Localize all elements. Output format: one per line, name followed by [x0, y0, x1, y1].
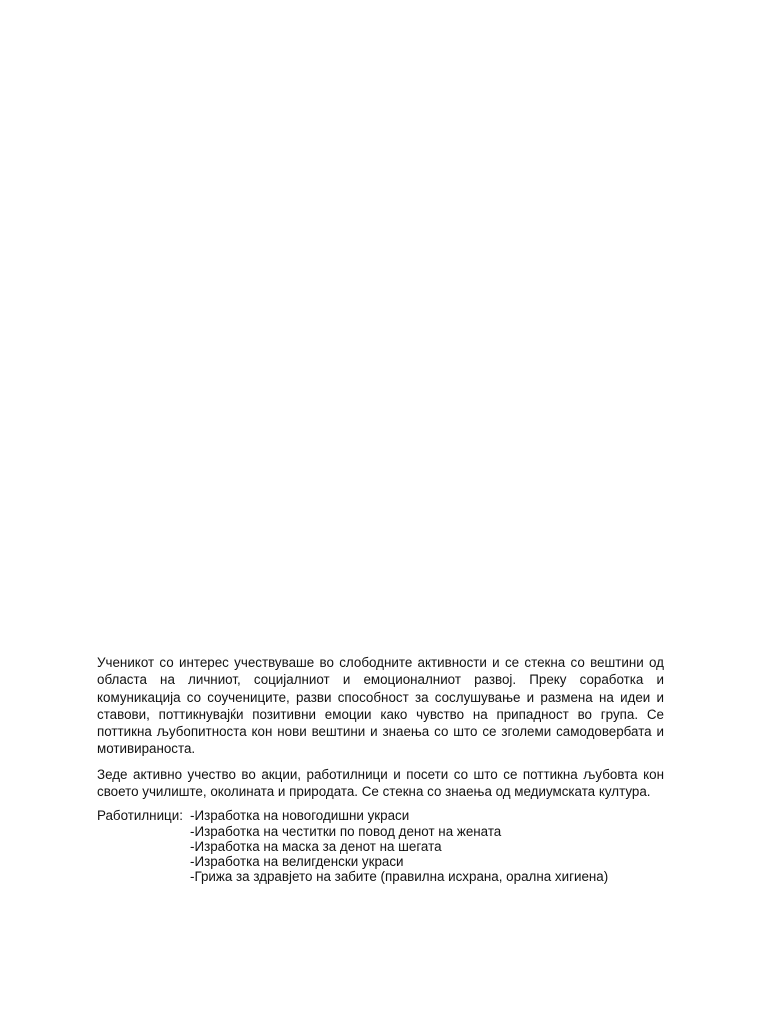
list-item [97, 824, 664, 839]
workshop-item: -Грижа за здравјето на забите (правилна исхрана, орална хигиена) [190, 869, 609, 885]
workshop-item: -Изработка на маска за денот на шегата [190, 838, 442, 854]
workshop-item: -Изработка на велигденски украси [190, 853, 404, 869]
workshop-item: -Изработка на новогодишни украси [190, 808, 410, 824]
workshops-label: Работилници: [97, 808, 183, 824]
paragraph-activities: Ученикот со интерес учествуваше во слободните активности и се стекна со вештини од областа на личниот, социјалниот и емоционалниот развој. Преку соработка и комуникација со соучениците, разви способност за сослушување и размена на идеи и ставови, поттикнувајќи позитивни емоции како чувство на припадност во група. Се поттикна љубопитноста кон нови вештини и знаења со што се зголеми самодовербата и мотивираноста. [97, 655, 664, 757]
list-item [97, 839, 664, 854]
list-item [97, 854, 664, 869]
workshops-indent [97, 839, 190, 854]
workshops-indent [97, 824, 190, 839]
paragraph-participation: Зеде активно учество во акции, работилници и посети со што се поттикна љубовта кон своето училиште, околината и природата. Се стекна со знаења од медиумската култура. [97, 766, 664, 800]
workshops-indent [97, 869, 190, 884]
workshops-list [97, 808, 664, 884]
list-item [97, 808, 664, 823]
workshop-item: -Изработка на честитки по повод денот на жената [190, 823, 502, 839]
workshops-indent [97, 854, 190, 869]
document-body [97, 654, 664, 884]
list-item [97, 869, 664, 884]
